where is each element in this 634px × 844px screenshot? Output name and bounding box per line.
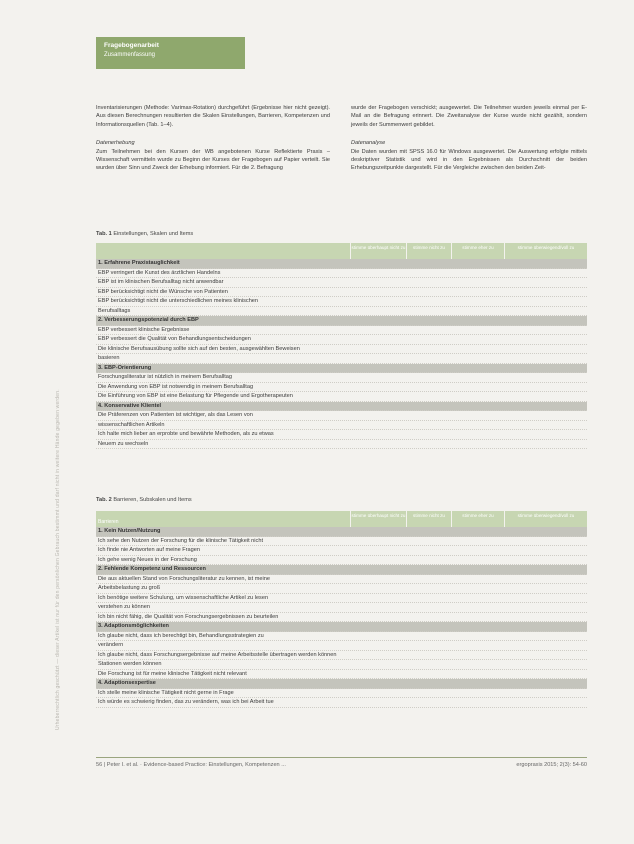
table2-caption [96, 497, 192, 503]
section-label: Fragebogenarbeit [104, 42, 159, 49]
table2-caption-label: Tab. 2 [96, 497, 112, 503]
table2 [96, 511, 587, 708]
left-text-column [96, 104, 330, 183]
table-item-row: Ich würde es schwierig finden, das zu verändern, was ich bei Arbeit tue [96, 698, 587, 708]
right-paragraph-2: Die Daten wurden mit SPSS 16.0 für Windows ausgewertet. Die Auswertung erfolgte mittels deskriptiver Statistik und wird in den Ergebnissen als Durchschnitt der beiden Erhebungszeitpunkte dargestellt. Für die Vergleiche zwischen den beiden Zeit- [351, 148, 587, 172]
table-item-row: EBP verbessert klinische Ergebnisse [96, 326, 587, 336]
table-item-row: Ich sehe den Nutzen der Forschung für die klinische Tätigkeit nicht [96, 537, 587, 547]
left-paragraph-1: Inventarisierungen (Methode: Varimax-Rotation) durchgeführt (Ergebnisse hier nicht gezeigt). Aus diesen Berechnungen resultierten die Skalen Einstellungen, Barrieren, Kompetenzen und Informationsquellen (Tab. 1–4). [96, 105, 330, 128]
table1-body [96, 259, 587, 449]
table-category-row: 1. Kein Nutzen/Nutzung [96, 527, 587, 537]
section-header-tab [96, 37, 245, 69]
table-category-row: 2. Fehlende Kompetenz und Ressourcen [96, 565, 587, 575]
table2-header [96, 511, 587, 527]
table-item-row: Arbeitsbelastung zu groß [96, 584, 587, 594]
table-item-row: Die aus aktuellen Stand von Forschungsliteratur zu kennen, ist meine [96, 575, 587, 585]
table-item-row: Ich halte mich lieber an erprobte und bewährte Methoden, als zu etwas [96, 430, 587, 440]
left-subheading: Datenerhebung [96, 140, 135, 147]
table2-caption-text: Barrieren, Subskalen und Items [113, 497, 192, 503]
table1-header-col1: stimme überhaupt nicht zu [350, 243, 406, 259]
table1-caption-label: Tab. 1 [96, 231, 112, 237]
table-item-row: Ich glaube nicht, dass Forschungsergebnisse auf meine Arbeitsstelle übertragen werden können [96, 651, 587, 661]
table2-header-col3: stimme eher zu [451, 511, 504, 527]
right-subheading: Datenanalyse [351, 140, 386, 147]
table-item-row: EBP berücksichtigt nicht die unterschiedlichen meines klinischen [96, 297, 587, 307]
table-item-row: EBP berücksichtigt nicht die Wünsche von Patienten [96, 288, 587, 298]
table-category-row: 2. Verbesserungspotenzial durch EBP [96, 316, 587, 326]
table-item-row: Die Anwendung von EBP ist notwendig in meinem Berufsalltag [96, 383, 587, 393]
table2-header-col1: stimme überhaupt nicht zu [350, 511, 406, 527]
table-item-row: EBP ist im klinischen Berufsalltag nicht anwendbar [96, 278, 587, 288]
table1-header [96, 243, 587, 259]
table-category-row: 1. Erfahrene Praxistauglichkeit [96, 259, 587, 269]
table-item-row: Die klinische Berufsausübung sollte sich auf den besten, ausgewählten Beweisen [96, 345, 587, 355]
table1-header-col4: stimme überwiegend/voll zu [504, 243, 587, 259]
table-item-row: Ich benötige weitere Schulung, um wissenschaftliche Artikel zu lesen [96, 594, 587, 604]
table2-body [96, 527, 587, 708]
copyright-side-note: Urheberrechtlich geschützt — dieser Artikel ist nur für den persönlichen Gebrauch bestimmt und darf nicht in weitere Hände gegeben werden. [55, 389, 61, 730]
footer-citation: 56 | Peter I. et al. · Evidence-based Practice: Einstellungen, Kompetenzen ... [96, 762, 286, 768]
table-item-row: wissenschaftlichen Artikeln [96, 421, 587, 431]
table-category-row: 3. Adaptionsmöglichkeiten [96, 622, 587, 632]
table-item-row: EBP verbessert die Qualität von Behandlungsentscheidungen [96, 335, 587, 345]
footer-journal: ergopraxis 2015; 2(3): 54-60 [516, 762, 587, 768]
table1-caption-text: Einstellungen, Skalen und Items [113, 231, 194, 237]
table1-header-col2: stimme nicht zu [406, 243, 451, 259]
table-item-row: Berufsalltags [96, 307, 587, 317]
table1-caption [96, 231, 193, 237]
table-item-row: EBP verringert die Kunst des ärztlichen Handelns [96, 269, 587, 279]
table2-header-col4: stimme überwiegend/voll zu [504, 511, 587, 527]
right-text-column [351, 104, 587, 183]
table-item-row: Stationen werden können [96, 660, 587, 670]
table-item-row: Ich finde nie Antworten auf meine Fragen [96, 546, 587, 556]
table-category-row: 4. Konservative Klientel [96, 402, 587, 412]
left-paragraph-2: Zum Teilnehmen bei den Kursen der WB angebotenen Kurse Reflektierte Praxis – Wissenschaft vermitteln wurde zu Beginn der Kurses der Fragebogen auf Papier verteilt. Sie wurden über Sinn und Zweck der Erhebung informiert. Für die 2. Befragung [96, 148, 330, 172]
table-item-row: Ich stelle meine klinische Tätigkeit nicht gerne in Frage [96, 689, 587, 699]
table-item-row: basieren [96, 354, 587, 364]
table-item-row: verstehen zu können [96, 603, 587, 613]
table-item-row: Forschungsliteratur ist nützlich in meinem Berufsalltag [96, 373, 587, 383]
table-item-row: Neuem zu wechseln [96, 440, 587, 450]
table-item-row: verändern [96, 641, 587, 651]
table-item-row: Ich glaube nicht, dass ich berechtigt bin, Behandlungsstrategien zu [96, 632, 587, 642]
table-item-row: Die Einführung von EBP ist eine Belastung für Pflegende und Ergotherapeuten [96, 392, 587, 402]
table1 [96, 243, 587, 449]
table-item-row: Die Forschung ist für meine klinische Tätigkeit nicht relevant [96, 670, 587, 680]
table2-header-col2: stimme nicht zu [406, 511, 451, 527]
table-category-row: 4. Adaptionsexpertise [96, 679, 587, 689]
table2-header-first: Barrieren [98, 519, 119, 525]
table-item-row: Ich bin nicht fähig, die Qualität von Forschungsergebnissen zu beurteilen [96, 613, 587, 623]
table-item-row: Ich gehe wenig Neues in der Forschung [96, 556, 587, 566]
table-item-row: Die Präferenzen von Patienten ist wichtiger, als das Lesen von [96, 411, 587, 421]
right-paragraph-1: wurde der Fragebogen verschickt; ausgewertet. Die Teilnehmer wurden jeweils einmal per E-Mail an die Befragung erinnert. Die Zweitanalyse der Kurse wurde nicht gezählt, sondern jeweils der Summenwert gebildet. [351, 105, 587, 128]
table1-header-col3: stimme eher zu [451, 243, 504, 259]
table-category-row: 3. EBP-Orientierung [96, 364, 587, 374]
footer-rule [96, 757, 587, 758]
section-sublabel: Zusammenfassung [104, 52, 156, 58]
